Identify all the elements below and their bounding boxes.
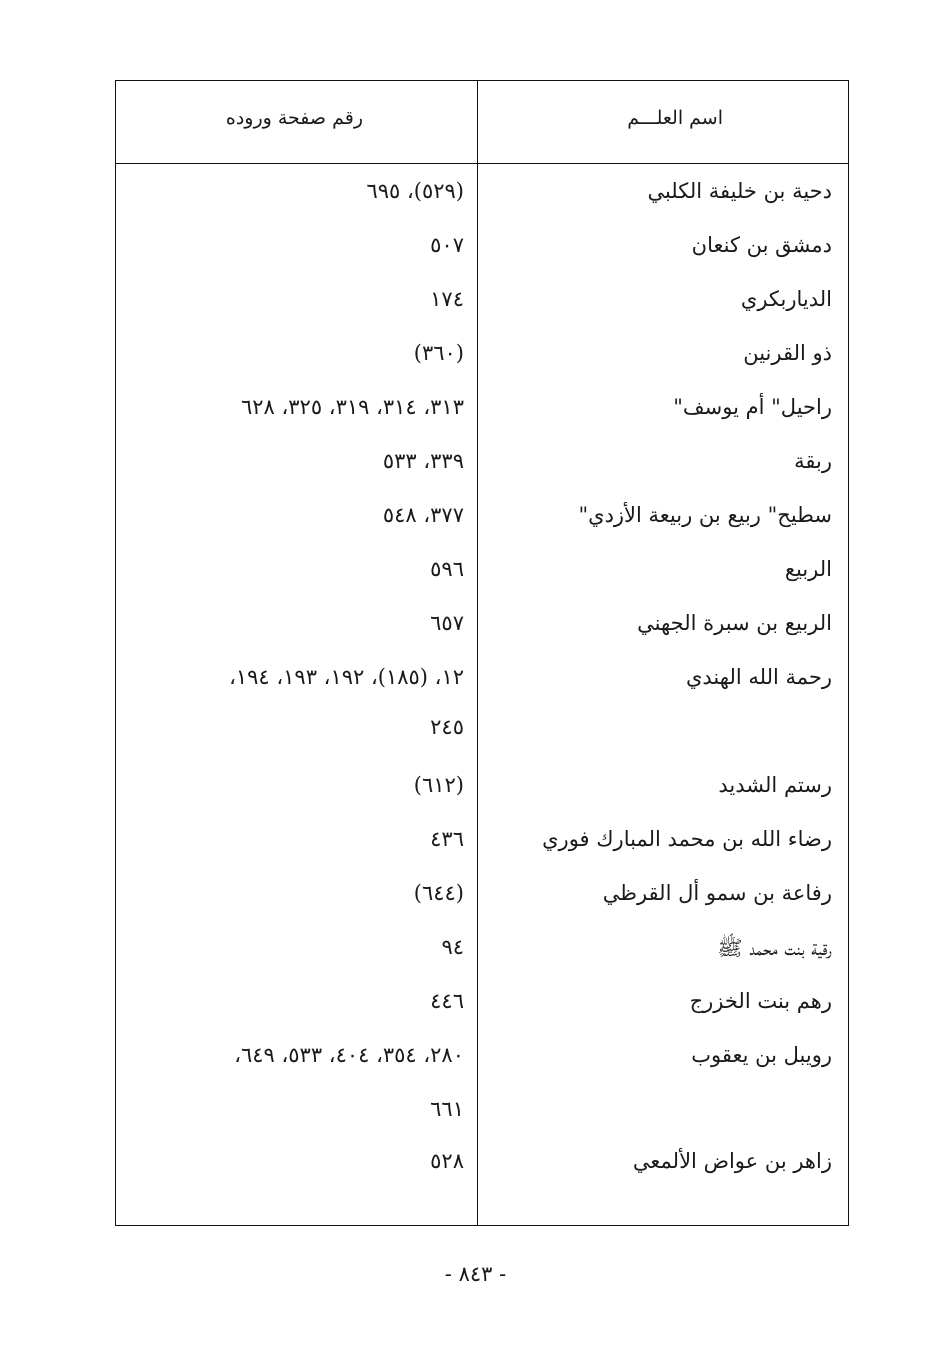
table-row [116,881,848,921]
person-name: رهم بنت الخزرج [689,989,832,1013]
page-references: (٣٦٠) [413,341,464,365]
person-name: رقية بنت محمد ﷺ [717,936,832,960]
header-rule [116,163,848,164]
table-row [116,665,848,705]
table-row [116,611,848,651]
table-row [116,989,848,1029]
page-references: ٣٧٧، ٥٤٨ [382,503,464,527]
table-row [116,935,848,975]
person-name: ربقة [794,449,832,473]
person-name: ذو القرنين [743,341,832,365]
page-references: ٢٨٠، ٣٥٤، ٤٠٤، ٥٣٣، ٦٤٩، [234,1043,464,1067]
table-row [116,449,848,489]
page-references: ٦٥٧ [430,611,464,635]
page-references: ٥٩٦ [430,557,464,581]
page-references: ٦٦١ [430,1097,464,1121]
person-name: الربيع [784,557,832,581]
table-row [116,773,848,813]
page-number: - ٨٤٣ - [444,1262,507,1286]
table-row [116,503,848,543]
table-row [116,1043,848,1083]
person-name: سطيح" ربيع بن ربيعة الأزدي" [578,503,832,527]
table-row [116,395,848,435]
page-references: ٤٣٦ [430,827,464,851]
person-name: دمشق بن كنعان [691,233,832,257]
page-references: ٣٣٩، ٥٣٣ [382,449,464,473]
person-name: دحية بن خليفة الكلبي [647,179,832,203]
table-row [116,233,848,273]
page-references: ٤٤٦ [430,989,464,1013]
person-name: رفاعة بن سمو أل القرظي [602,881,832,905]
page-references: (٦٤٤) [413,881,464,905]
table-row [116,287,848,327]
person-name: راحيل" أم يوسف" [673,395,832,419]
table-row [116,827,848,867]
page-references: ٩٤ [441,935,464,959]
person-name: الربيع بن سبرة الجهني [637,611,832,635]
person-name: رستم الشديد [718,773,832,797]
page-references: ١٢، (١٨٥)، ١٩٢، ١٩٣، ١٩٤، [229,665,464,689]
table-row [116,715,848,755]
table-row [116,341,848,381]
person-name: الدياربكري [740,287,832,311]
page-references: ٥٢٨ [430,1149,464,1173]
person-name: زاهر بن عواض الألمعي [632,1149,832,1173]
page-references: ٢٤٥ [430,715,464,739]
page-references: ٣١٣، ٣١٤، ٣١٩، ٣٢٥، ٦٢٨ [240,395,464,419]
table-row [116,179,848,219]
person-name: رحمة الله الهندي [685,665,832,689]
table-row [116,1097,848,1137]
header-pages-column: رقم صفحة وروده [225,107,363,129]
page-references: (٥٢٩)، ٦٩٥ [366,179,464,203]
person-name: رضاء الله بن محمد المبارك فوري [542,827,832,851]
page-references: ٥٠٧ [430,233,464,257]
table-row [116,557,848,597]
table-row [116,1149,848,1189]
index-table [115,80,849,1226]
page-references: ١٧٤ [430,287,464,311]
header-name-column: اسم العلـــم [627,107,723,129]
person-name: رويبل بن يعقوب [691,1043,832,1067]
page-references: (٦١٢) [413,773,464,797]
